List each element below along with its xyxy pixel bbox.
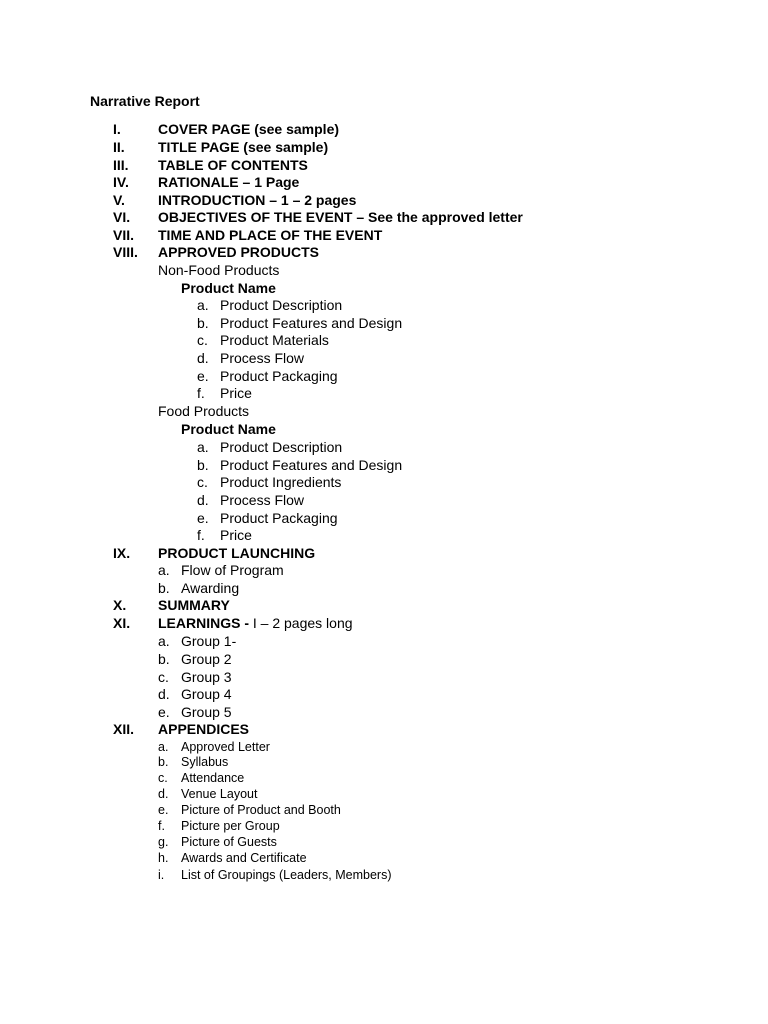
- list-marker: i.: [158, 868, 165, 882]
- list-marker: e.: [158, 803, 169, 817]
- section-heading: TITLE PAGE (see sample): [158, 139, 329, 155]
- list-item: Product Description: [220, 439, 343, 455]
- section-number: X.: [113, 597, 127, 613]
- list-marker: d.: [158, 686, 170, 702]
- section-number: I.: [113, 121, 121, 137]
- list-item: Attendance: [181, 771, 245, 785]
- list-marker: c.: [158, 669, 169, 685]
- section-heading: TIME AND PLACE OF THE EVENT: [158, 227, 383, 243]
- list-marker: a.: [197, 297, 209, 313]
- list-marker: a.: [158, 562, 170, 578]
- section-number: VIII.: [113, 244, 138, 260]
- list-item: Product Description: [220, 297, 343, 313]
- list-marker: e.: [158, 704, 170, 720]
- document-title: Narrative Report: [90, 93, 200, 109]
- list-item: List of Groupings (Leaders, Members): [181, 868, 392, 882]
- subsection-heading: Non-Food Products: [158, 262, 280, 278]
- list-item: Venue Layout: [181, 787, 258, 801]
- list-item: Awarding: [181, 580, 240, 596]
- list-marker: a.: [158, 740, 169, 754]
- list-marker: a.: [158, 633, 170, 649]
- section-number: III.: [113, 157, 129, 173]
- section-heading: APPENDICES: [158, 721, 250, 737]
- section-heading: TABLE OF CONTENTS: [158, 157, 308, 173]
- section-heading: RATIONALE – 1 Page: [158, 174, 300, 190]
- subsection-heading: Food Products: [158, 403, 250, 419]
- list-marker: b.: [197, 315, 209, 331]
- list-item: Product Packaging: [220, 510, 338, 526]
- list-marker: d.: [158, 787, 169, 801]
- list-marker: f.: [197, 527, 205, 543]
- list-item: Group 5: [181, 704, 232, 720]
- list-item: Process Flow: [220, 350, 305, 366]
- section-heading: LEARNINGS -: [158, 615, 249, 631]
- section-number: IV.: [113, 174, 129, 190]
- section-heading: OBJECTIVES OF THE EVENT – See the approved letter: [158, 209, 523, 225]
- section-heading-line: [158, 615, 353, 631]
- list-marker: b.: [158, 580, 170, 596]
- list-item: Group 4: [181, 686, 232, 702]
- section-heading: SUMMARY: [158, 597, 230, 613]
- list-marker: d.: [197, 350, 209, 366]
- section-heading: PRODUCT LAUNCHING: [158, 545, 316, 561]
- section-note: I – 2 pages long: [249, 615, 353, 631]
- section-heading: APPROVED PRODUCTS: [158, 244, 320, 260]
- list-item: Picture of Product and Booth: [181, 803, 341, 817]
- section-number: IX.: [113, 545, 131, 561]
- section-heading: COVER PAGE (see sample): [158, 121, 340, 137]
- list-item: Product Features and Design: [220, 315, 403, 331]
- list-item: Product Features and Design: [220, 457, 403, 473]
- list-item: Price: [220, 385, 252, 401]
- section-number: II.: [113, 139, 125, 155]
- product-name-label: Product Name: [181, 421, 276, 437]
- list-item: Group 3: [181, 669, 232, 685]
- list-marker: f.: [197, 385, 205, 401]
- section-heading: INTRODUCTION – 1 – 2 pages: [158, 192, 357, 208]
- list-marker: h.: [158, 851, 169, 865]
- list-marker: d.: [197, 492, 209, 508]
- list-item: Approved Letter: [181, 740, 270, 754]
- list-item: Group 2: [181, 651, 232, 667]
- list-marker: b.: [158, 755, 169, 769]
- list-marker: c.: [158, 771, 168, 785]
- list-marker: c.: [197, 474, 208, 490]
- list-item: Product Packaging: [220, 368, 338, 384]
- list-marker: b.: [158, 651, 170, 667]
- list-item: Awards and Certificate: [181, 851, 307, 865]
- list-marker: c.: [197, 332, 208, 348]
- list-marker: e.: [197, 510, 209, 526]
- list-item: Syllabus: [181, 755, 229, 769]
- list-item: Product Ingredients: [220, 474, 342, 490]
- section-number: VI.: [113, 209, 131, 225]
- section-number: VII.: [113, 227, 135, 243]
- section-number: XI.: [113, 615, 131, 631]
- list-item: Process Flow: [220, 492, 305, 508]
- list-item: Product Materials: [220, 332, 329, 348]
- list-item: Flow of Program: [181, 562, 284, 578]
- list-item: Picture of Guests: [181, 835, 277, 849]
- list-marker: f.: [158, 819, 165, 833]
- list-item: Price: [220, 527, 252, 543]
- list-marker: e.: [197, 368, 209, 384]
- list-item: Group 1-: [181, 633, 237, 649]
- list-marker: g.: [158, 835, 169, 849]
- product-name-label: Product Name: [181, 280, 276, 296]
- list-marker: a.: [197, 439, 209, 455]
- list-marker: b.: [197, 457, 209, 473]
- section-number: XII.: [113, 721, 135, 737]
- section-number: V.: [113, 192, 125, 208]
- list-item: Picture per Group: [181, 819, 280, 833]
